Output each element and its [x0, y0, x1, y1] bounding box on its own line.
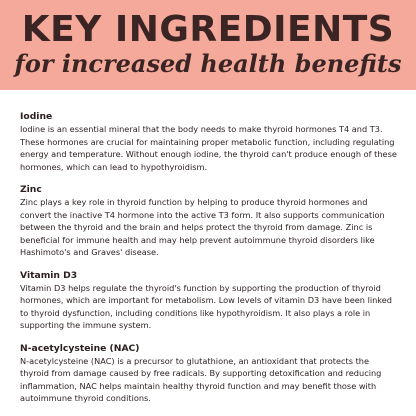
ingredient-zinc [20, 184, 399, 259]
ingredients-list [0, 90, 416, 405]
page-subtitle: for increased health benefits [14, 49, 402, 78]
ingredient-heading: Zinc [20, 184, 42, 195]
ingredient-heading: Iodine [20, 111, 53, 122]
ingredient-description: Iodine is an essential mineral that the body needs to make thyroid hormones T4 and T3. These hormones are crucial for maintaining proper metabolic function, including regulating energy and temperature. Without enough iodine, the thyroid can't produce enough of these hormones, which can lead to hypothyroidism. [20, 124, 397, 172]
ingredient-iodine [20, 111, 399, 173]
ingredient-nac [20, 343, 399, 405]
ingredient-vitamin-d3 [20, 270, 399, 332]
page-title: KEY INGREDIENTS [21, 9, 395, 50]
ingredient-description: N-acetylcysteine (NAC) is a precursor to glutathione, an antioxidant that protects the thyroid from damage caused by free radicals. By supporting detoxification and reducing inflammation, NAC helps maintain healthy thyroid function and may benefit those with autoimmune thyroid conditions. [20, 355, 382, 403]
header-banner [0, 0, 416, 90]
ingredient-description: Vitamin D3 helps regulate the thyroid's function by supporting the production of thyroid hormones, which are important for metabolism. Low levels of vitamin D3 have been linked to thyroid dysfunction, including conditions like hypothyroidism. It also plays a role in supporting the immune system. [20, 282, 392, 330]
ingredient-heading: Vitamin D3 [20, 269, 78, 281]
ingredient-description: Zinc plays a key role in thyroid function by helping to produce thyroid hormones and convert the inactive T4 hormone into the active T3 form. It also supports communication between the thyroid and the brain and helps protect the thyroid from damage. Zinc is beneficial for immune health and may help prevent autoimmune thyroid disorders like Hashimoto's and Graves' disease. [20, 197, 385, 257]
ingredient-heading: N-acetylcysteine (NAC) [20, 342, 140, 354]
